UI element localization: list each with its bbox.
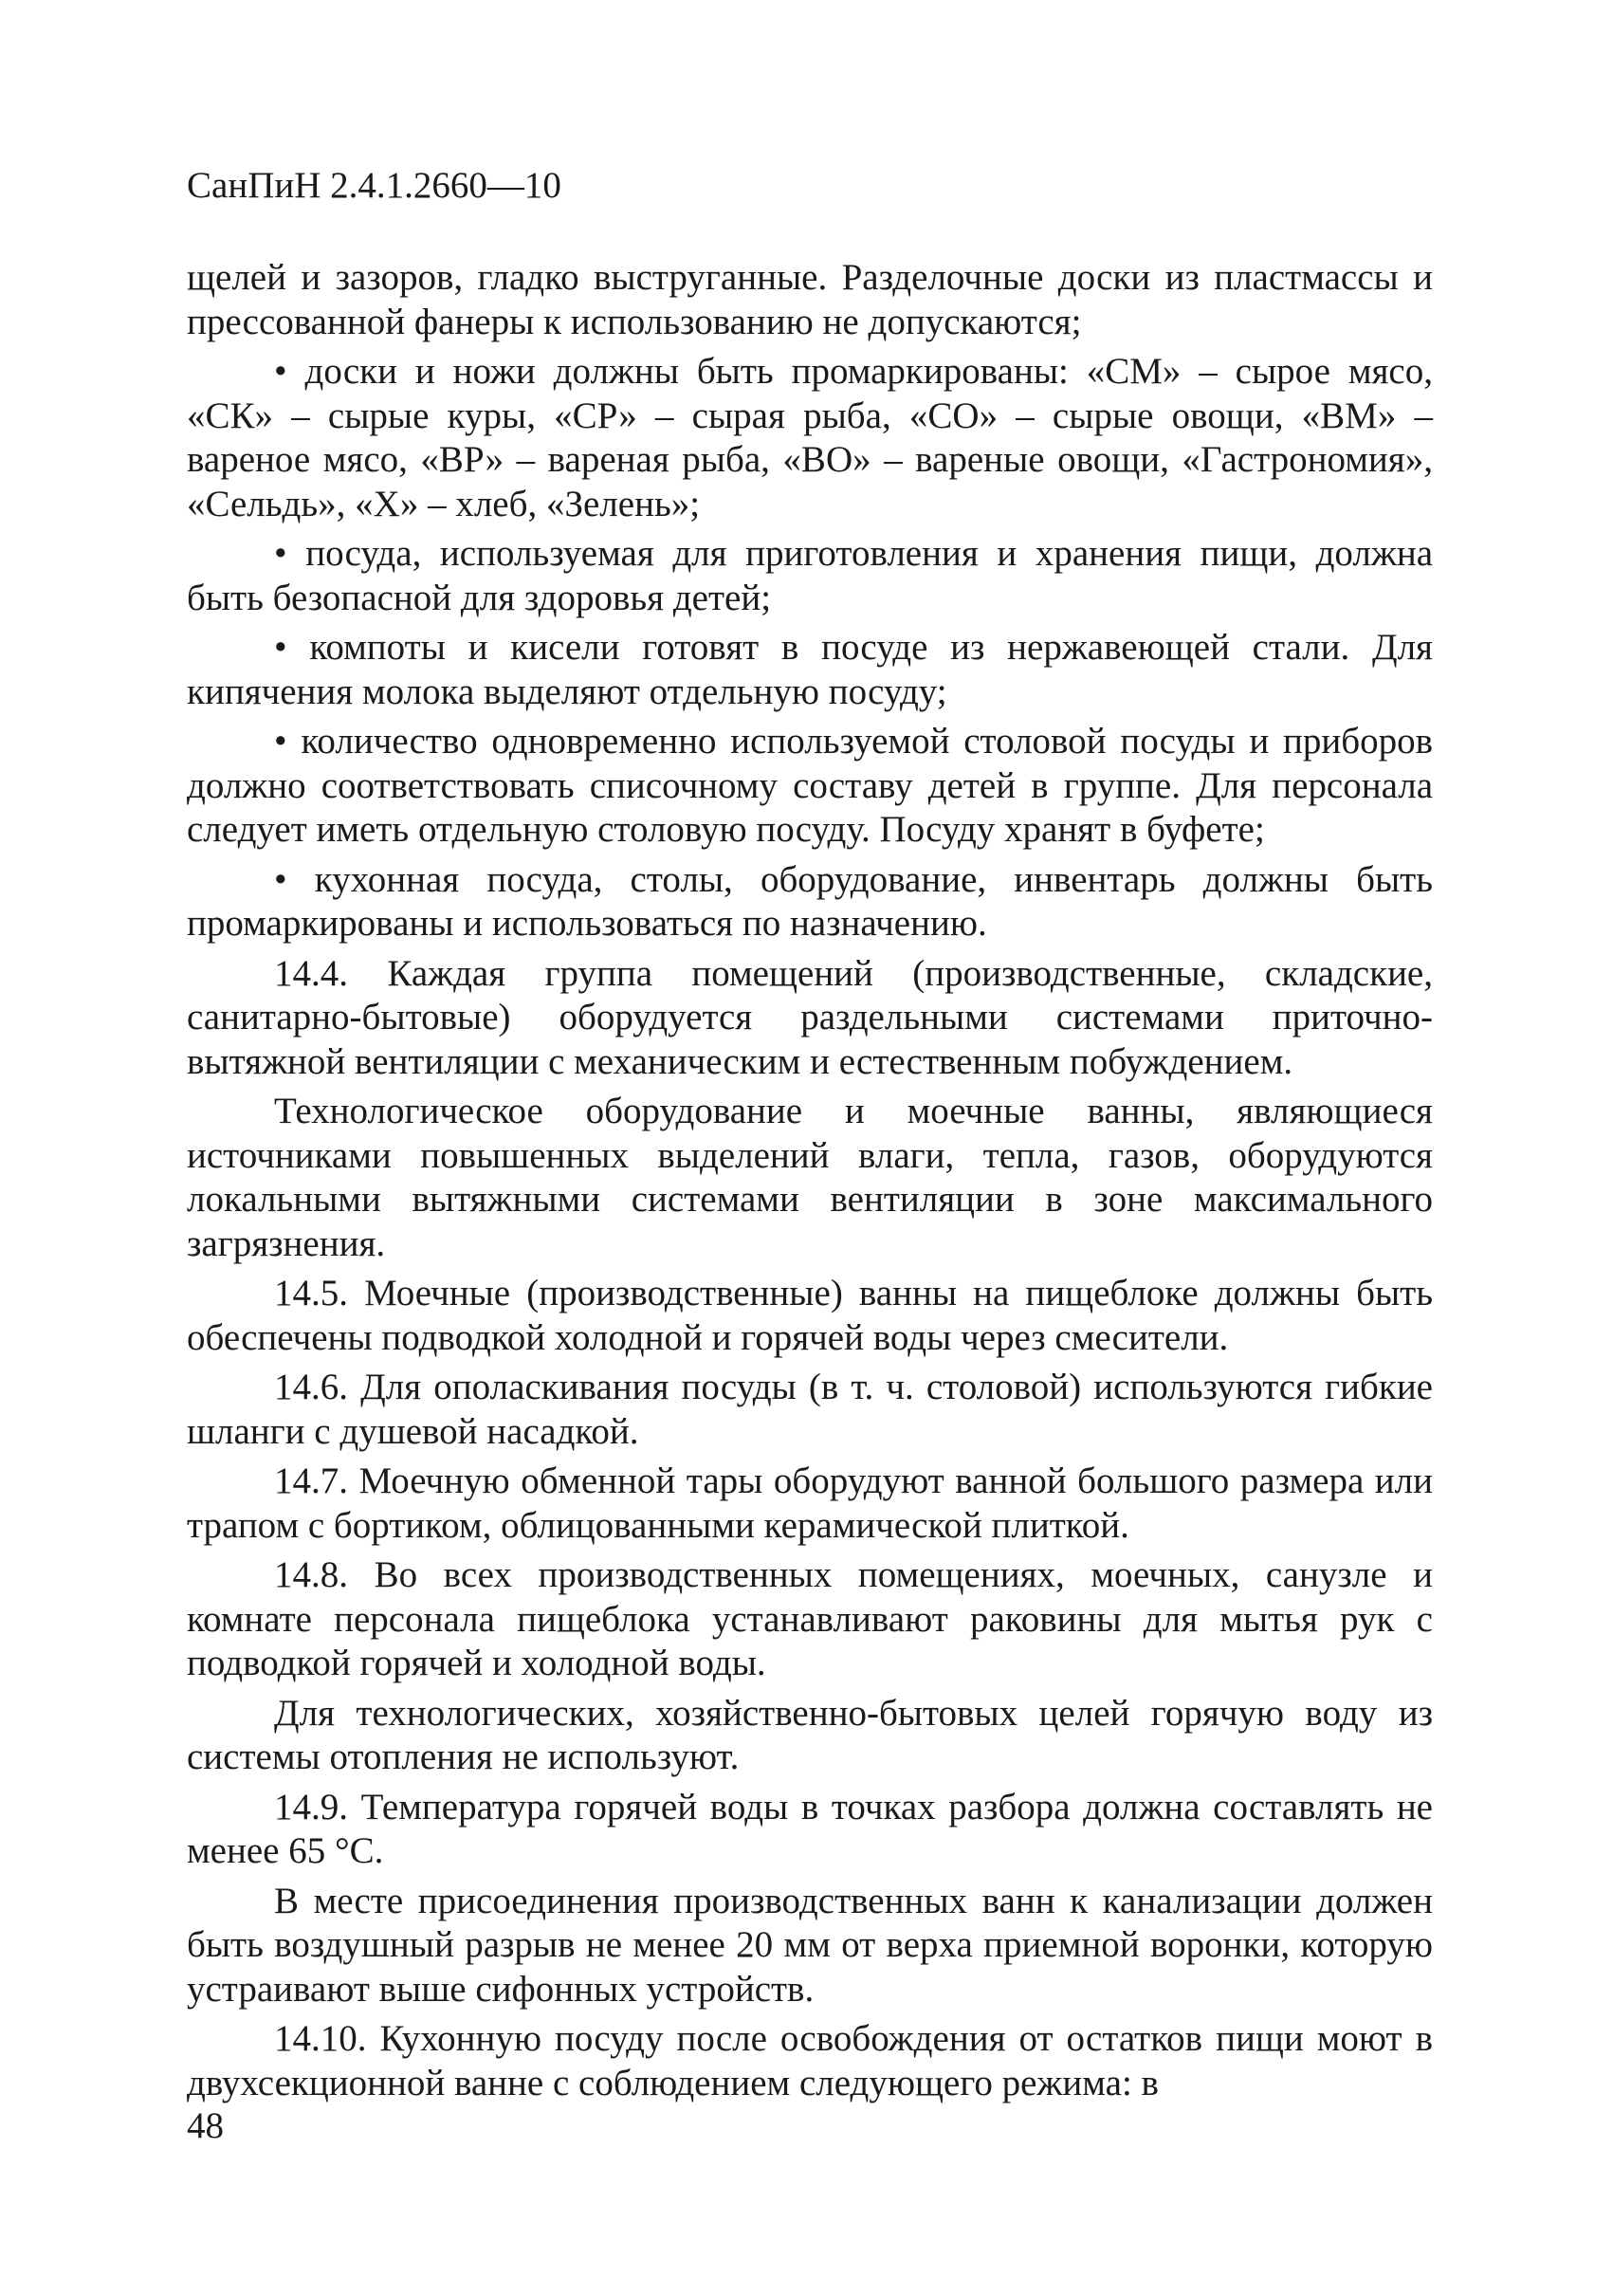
paragraph-14-6: 14.6. Для ополаскивания посуды (в т. ч. столовой) используются гибкие шланги с душевой насадкой.	[187, 1367, 1433, 1452]
bullet-item-cookware-safety: • посуда, используемая для приготовления и хранения пищи, должна быть безопасной для здоровья детей;	[187, 532, 1433, 620]
bullet-item-stainless-pots: • компоты и кисели готовят в посуде из нержавеющей стали. Для кипячения молока выделяют отдельную посуду;	[187, 626, 1433, 714]
paragraph-14-8: 14.8. Во всех производственных помещениях, моечных, санузле и комнате персонала пищеблока устанавливают раковины для мытья рук с подводкой горячей и холодной воды.	[187, 1554, 1433, 1683]
page-number: 48	[187, 2105, 224, 2146]
paragraph-hot-water-source: Для технологических, хозяйственно-бытовых целей горячую воду из системы отопления не используют.	[187, 1692, 1433, 1777]
bullet-item-boards-marking: • доски и ножи должны быть промаркированы: «СМ» – сырое мясо, «СК» – сырые куры, «СР» – сырая рыба, «СО» – сырые овощи, «ВМ» – вареное мясо, «ВР» – вареная рыба, «ВО» – вареные овощи, «Гастрономия», «Сельдь», «Х» – хлеб, «Зелень»;	[187, 350, 1433, 526]
paragraph-local-ventilation: Технологическое оборудование и моечные ванны, являющиеся источниками повышенных выделений влаги, тепла, газов, оборудуются локальными вытяжными системами вентиляции в зоне максимального загрязнения.	[187, 1091, 1433, 1264]
bullet-item-kitchen-marking: • кухонная посуда, столы, оборудование, инвентарь должны быть промаркированы и использоваться по назначению.	[187, 858, 1433, 946]
paragraph-14-4: 14.4. Каждая группа помещений (производственные, складские, санитарно-бытовые) оборудуется раздельными системами приточно-вытяжной вентиляции с механическим и естественным побуждением.	[187, 952, 1433, 1082]
paragraph-air-gap: В месте присоединения производственных ванн к канализации должен быть воздушный разрыв не менее 20 мм от верха приемной воронки, которую устраивают выше сифонных устройств.	[187, 1880, 1433, 2010]
paragraph-14-5: 14.5. Моечные (производственные) ванны на пищеблоке должны быть обеспечены подводкой холодной и горячей воды через смесители.	[187, 1273, 1433, 1358]
paragraph-14-10: 14.10. Кухонную посуду после освобождения от остатков пищи моют в двухсекционной ванне с соблюдением следующего режима: в	[187, 2018, 1433, 2103]
paragraph-continuation: щелей и зазоров, гладко выструганные. Разделочные доски из пластмассы и прессованной фанеры к использованию не допускаются;	[187, 257, 1433, 342]
paragraph-14-9: 14.9. Температура горячей воды в точках разбора должна составлять не менее 65 °С.	[187, 1786, 1433, 1871]
paragraph-14-7: 14.7. Моечную обменной тары оборудуют ванной большого размера или трапом с бортиком, облицованными керамической плиткой.	[187, 1460, 1433, 1546]
document-code-header: СанПиН 2.4.1.2660—10	[187, 165, 561, 206]
body-text	[187, 256, 1433, 2111]
bullet-item-tableware-quantity: • количество одновременно используемой столовой посуды и приборов должно соответствовать списочному составу детей в группе. Для персонала следует иметь отдельную столовую посуду. Посуду хранят в буфете;	[187, 720, 1433, 853]
